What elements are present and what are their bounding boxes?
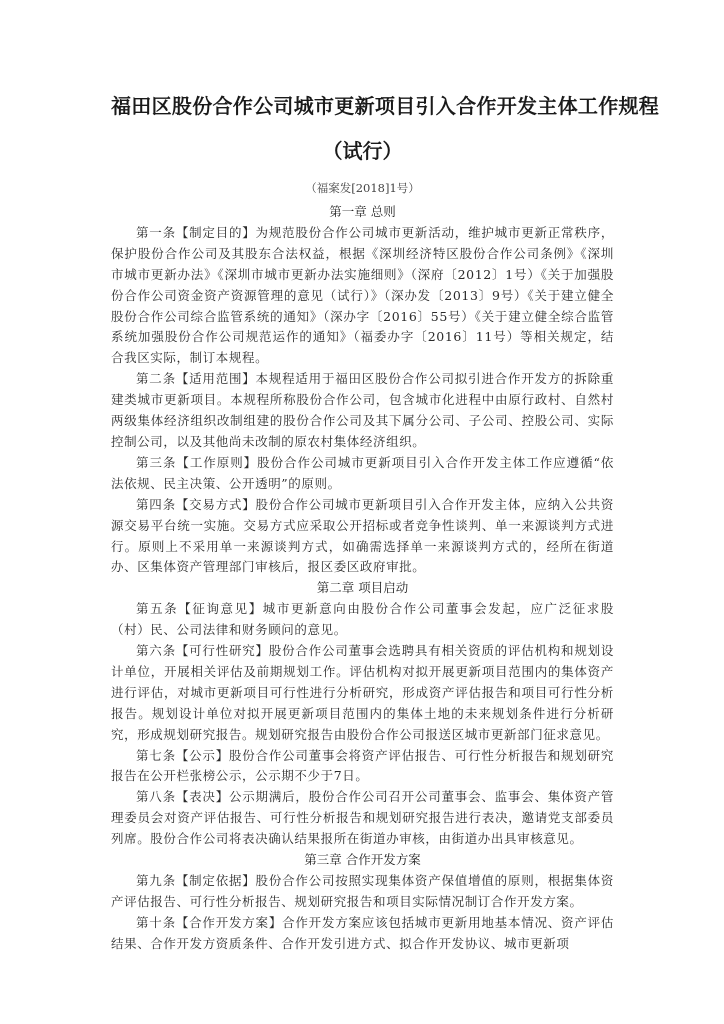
- article-6: 第六条【可行性研究】股份合作公司董事会选聘具有相关资质的评估机构和规划设计单位，开展相关评估及前期规划工作。评估机构对拟开展更新项目范围内的集体资产进行评估，对城市更新项目可行性进行分析研究，形成资产评估报告和项目可行性分析报告。规划设计单位对拟开展更新项目范围内的集体土地的未来规划条件进行分析研究，形成规划研究报告。规划研究报告由股份合作公司报送区城市更新部门征求意见。: [111, 643, 614, 742]
- article-10: 第十条【合作开发方案】合作开发方案应该包括城市更新用地基本情况、资产评估结果、合作开发方资质条件、合作开发引进方式、拟合作开发协议、城市更新项: [111, 914, 614, 951]
- document-body: [111, 202, 614, 955]
- chapter-heading-1: 第一章 总则: [329, 204, 396, 219]
- article-5: 第五条【征询意见】城市更新意向由股份合作公司董事会发起，应广泛征求股（村）民、公司法律和财务顾问的意见。: [111, 601, 614, 638]
- chapter-heading-2: 第二章 项目启动: [316, 580, 409, 596]
- article-7: 第七条【公示】股份合作公司董事会将资产评估报告、可行性分析报告和规划研究报告在公开栏张榜公示，公示期不少于7日。: [111, 747, 614, 784]
- document-number: （福案发[2018]1号）: [305, 181, 420, 195]
- document-subtitle: （试行）: [322, 139, 403, 163]
- article-1: 第一条【制定目的】为规范股份合作公司城市更新活动，维护城市更新正常秩序，保护股份合作公司及其股东合法权益，根据《深圳经济特区股份合作公司条例》《深圳市城市更新办法》《深圳市城市更新办法实施细则》（深府〔2012〕1号）《关于加强股份合作公司资金资产资源管理的意见（试行）》（深办发〔2013〕9号）《关于建立健全股份合作公司综合监管系统的通知》（深办字〔2016〕55号）《关于建立健全综合监管系统加强股份合作公司规范运作的通知》（福委办字〔2016〕11号）等相关规定，结合我区实际，制订本规程。: [111, 224, 614, 366]
- chapter-heading-3: 第三章 合作开发方案: [304, 852, 421, 868]
- article-4: 第四条【交易方式】股份合作公司城市更新项目引入合作开发主体，应纳入公共资源交易平台统一实施。交易方式应采取公开招标或者竞争性谈判、单一来源谈判方式进行。原则上不采用单一来源谈判方式，如确需选择单一来源谈判方式的，经所在街道办、区集体资产管理部门审核后，报区委区政府审批。: [111, 496, 614, 575]
- article-3: 第三条【工作原则】股份合作公司城市更新项目引入合作开发主体工作应遵循“依法依规、民主决策、公开透明”的原则。: [111, 454, 614, 491]
- document-title: 福田区股份合作公司城市更新项目引入合作开发主体工作规程: [111, 94, 660, 118]
- article-9: 第九条【制定依据】股份合作公司按照实现集体资产保值增值的原则，根据集体资产评估报告、可行性分析报告、规划研究报告和项目实际情况制订合作开发方案。: [111, 873, 614, 909]
- article-2: 第二条【适用范围】本规程适用于福田区股份合作公司拟引进合作开发方的拆除重建类城市更新项目。本规程所称股份合作公司，包含城市化进程中由原行政村、自然村两级集体经济组织改制组建的股份合作公司及其下属分公司、子公司、控股公司、实际控制公司，以及其他尚未改制的原农村集体经济组织。: [111, 371, 614, 449]
- article-8: 第八条【表决】公示期满后，股份合作公司召开公司董事会、监事会、集体资产管理委员会对资产评估报告、可行性分析报告和规划研究报告进行表决，邀请党支部委员列席。股份合作公司将表决确认结果报所在街道办审核，由街道办出具审核意见。: [111, 789, 614, 847]
